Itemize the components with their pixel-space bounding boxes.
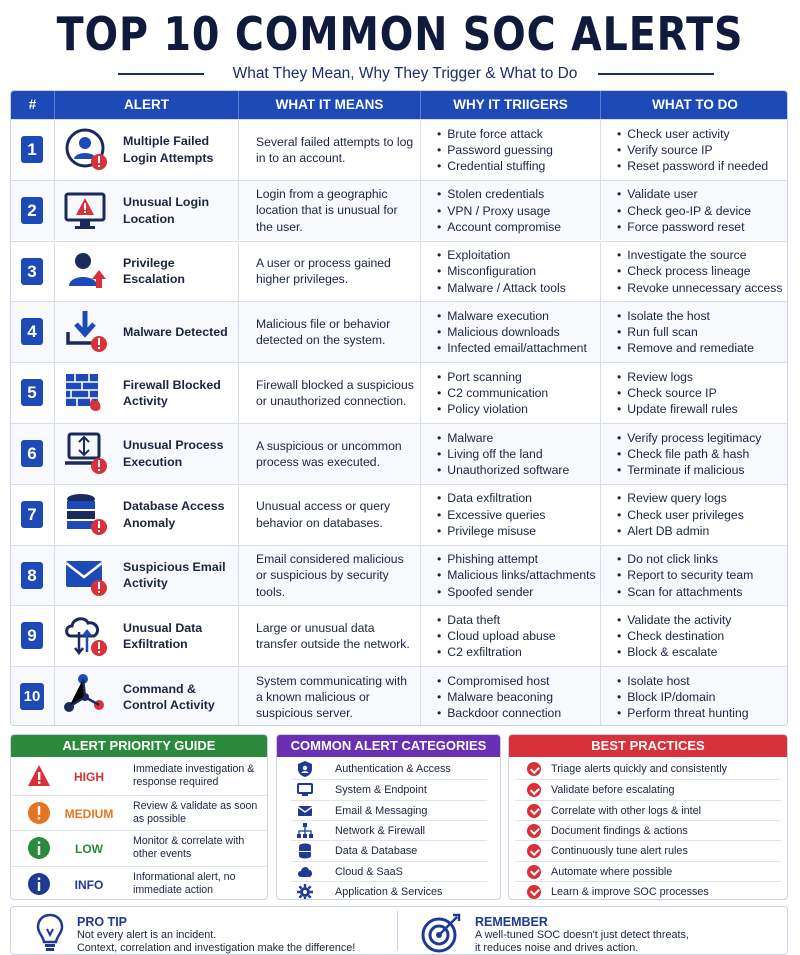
category-label: System & Endpoint (335, 784, 427, 797)
number-cell (11, 606, 55, 666)
number-cell (11, 485, 55, 545)
trigger-list (437, 424, 569, 484)
number-cell (11, 667, 55, 726)
action-item: • Check user activity (617, 126, 768, 142)
action-item: • Isolate the host (617, 308, 754, 324)
table-row (11, 666, 787, 726)
priority-description: Informational alert, no immediate action (133, 870, 236, 896)
action-item: • Review logs (617, 369, 738, 385)
cloud-icon (297, 864, 313, 880)
why-cell (421, 363, 601, 423)
best-practice-row (515, 820, 781, 840)
action-item: • Alert DB admin (617, 523, 744, 539)
todo-cell (601, 363, 788, 423)
action-item: • Check file path & hash (617, 446, 761, 462)
best-practice-label: Validate before escalating (551, 784, 675, 797)
alert-number: 5 (21, 379, 43, 406)
number-cell (11, 546, 55, 606)
alert-meaning: System communicating with a known malicious or suspicious server. (256, 673, 408, 721)
alert-cell (55, 302, 239, 362)
todo-cell (601, 120, 788, 180)
action-item: • Check user privileges (617, 507, 744, 523)
alert-number: 1 (21, 136, 43, 163)
alert-name: Unusual Process Execution (123, 438, 224, 469)
alert-name: Database Access Anomaly (123, 499, 225, 530)
trigger-item: • Data theft (437, 612, 556, 628)
category-label: Email & Messaging (335, 804, 428, 817)
best-practice-row (515, 861, 781, 881)
alert-categories-panel (276, 734, 501, 900)
why-cell (421, 606, 601, 666)
why-cell (421, 242, 601, 302)
alert-cell (55, 667, 239, 726)
trigger-item: • Stolen credentials (437, 186, 561, 202)
trigger-item: • Malware execution (437, 308, 587, 324)
alert-name: Unusual Login Location (123, 195, 210, 226)
alert-cell (55, 363, 239, 423)
category-row (291, 881, 487, 900)
check-circle-icon (527, 865, 541, 879)
trigger-list (437, 181, 561, 241)
priority-guide-title: ALERT PRIORITY GUIDE (11, 735, 267, 757)
trigger-item: • Cloud upload abuse (437, 628, 556, 644)
best-practice-row (515, 779, 781, 799)
trigger-item: • Policy violation (437, 401, 548, 417)
info-circle-icon (27, 872, 51, 896)
category-label: Application & Services (335, 885, 443, 898)
alert-name: Command & Control Activity (123, 681, 215, 713)
check-circle-icon (527, 783, 541, 797)
alert-name: Malware Detected (123, 324, 228, 339)
alert-number: 4 (21, 318, 43, 345)
remember-title: REMEMBER (475, 915, 548, 929)
action-item: • Terminate if malicious (617, 462, 761, 478)
alert-meaning: Large or unusual data transfer outside the network. (256, 620, 410, 652)
alert-meaning: A suspicious or uncommon process was executed. (256, 438, 402, 469)
trigger-item: • Account compromise (437, 219, 561, 235)
number-cell (11, 242, 55, 302)
best-practice-label: Learn & improve SOC processes (551, 885, 709, 898)
category-label: Data & Database (335, 845, 418, 858)
category-label: Network & Firewall (335, 824, 425, 837)
check-circle-icon (527, 762, 541, 776)
alert-name: Unusual Data Exfiltration (123, 620, 203, 652)
action-item: • Report to security team (617, 567, 753, 583)
column-header-alert: ALERT (55, 91, 239, 119)
trigger-list (437, 120, 553, 180)
action-item: • Review query logs (617, 490, 744, 506)
table-row (11, 484, 787, 545)
why-cell (421, 424, 601, 484)
why-cell (421, 667, 601, 726)
firewall-icon (63, 369, 109, 415)
action-list (617, 606, 731, 666)
trigger-item: • Spoofed sender (437, 584, 596, 600)
alert-number: 8 (21, 562, 43, 589)
alert-cell (55, 424, 239, 484)
best-practice-label: Triage alerts quickly and consistently (551, 763, 728, 775)
means-cell (239, 242, 421, 302)
means-cell (239, 424, 421, 484)
priority-row (11, 830, 267, 865)
table-row (11, 362, 787, 423)
user-alert-icon (63, 126, 109, 172)
trigger-item: • Living off the land (437, 446, 569, 462)
check-circle-icon (527, 804, 541, 818)
action-item: • Validate user (617, 186, 751, 202)
todo-cell (601, 302, 788, 362)
best-practices-title: BEST PRACTICES (509, 735, 787, 757)
trigger-list (437, 546, 596, 606)
column-header-why: WHY IT TRIIGERS (421, 91, 601, 119)
trigger-item: • Misconfiguration (437, 263, 566, 279)
action-item: • Reset password if needed (617, 158, 768, 174)
means-cell (239, 120, 421, 180)
trigger-item: • Data exfiltration (437, 490, 546, 506)
action-item: • Perform threat hunting (617, 705, 749, 721)
table-header (11, 91, 787, 119)
table-row (11, 119, 787, 180)
best-practice-label: Automate where possible (551, 865, 673, 878)
warning-triangle-icon (27, 764, 51, 788)
alert-cell (55, 485, 239, 545)
action-item: • Do not click links (617, 551, 753, 567)
alert-meaning: Email considered malicious or suspicious by security tools. (256, 551, 404, 599)
table-row (11, 605, 787, 666)
table-row (11, 423, 787, 484)
alerts-table (10, 90, 788, 726)
category-label: Authentication & Access (335, 763, 451, 775)
alert-cell (55, 606, 239, 666)
alert-number: 10 (20, 683, 44, 710)
trigger-item: • Privilege misuse (437, 523, 546, 539)
trigger-item: • Unauthorized software (437, 462, 569, 478)
trigger-item: • Credential stuffing (437, 158, 553, 174)
priority-row (11, 759, 267, 794)
network-node-icon (63, 673, 109, 719)
envelope-alert-icon (63, 552, 109, 598)
pro-tip-line1: Not every alert is an incident. (77, 929, 217, 941)
column-header-todo: WHAT TO DO (652, 97, 738, 112)
table-row (11, 241, 787, 302)
trigger-item: • C2 communication (437, 385, 548, 401)
means-cell (239, 606, 421, 666)
number-cell (11, 181, 55, 241)
page-title: TOP 10 COMMON SOC ALERTS (56, 7, 744, 61)
column-header-means: WHAT IT MEANS (239, 91, 421, 119)
trigger-item: • Port scanning (437, 369, 548, 385)
trigger-item: • Brute force attack (437, 126, 553, 142)
action-item: • Block IP/domain (617, 689, 749, 705)
priority-row (11, 866, 267, 901)
alert-categories-title: COMMON ALERT CATEGORIES (277, 735, 500, 757)
alert-cell (55, 120, 239, 180)
action-list (617, 120, 768, 180)
trigger-item: • Infected email/attachment (437, 340, 587, 356)
laptop-process-icon (63, 430, 109, 476)
trigger-item: • Malware beaconing (437, 689, 561, 705)
action-item: • Revoke unnecessary access (617, 280, 782, 296)
check-circle-icon (527, 824, 541, 838)
action-item: • Verify source IP (617, 142, 768, 158)
action-item: • Check process lineage (617, 263, 782, 279)
means-cell (239, 546, 421, 606)
database-alert-icon (63, 491, 109, 537)
user-up-arrow-icon (63, 248, 109, 294)
alert-meaning: Firewall blocked a suspicious or unauthorized connection. (256, 377, 414, 409)
monitor-icon (297, 782, 313, 798)
trigger-item: • Malware / Attack tools (437, 280, 566, 296)
check-circle-icon (527, 885, 541, 899)
remember-line1: A well-tuned SOC doesn't just detect threats, (475, 929, 689, 941)
todo-cell (601, 181, 788, 241)
priority-label: HIGH (74, 770, 104, 784)
why-cell (421, 120, 601, 180)
trigger-item: • VPN / Proxy usage (437, 203, 561, 219)
action-item: • Check destination (617, 628, 731, 644)
category-row (291, 861, 487, 881)
alert-number: 9 (21, 622, 43, 649)
trigger-list (437, 363, 548, 423)
why-cell (421, 181, 601, 241)
means-cell (239, 485, 421, 545)
pro-tip-title: PRO TIP (77, 915, 128, 929)
page-subtitle: What They Mean, Why They Trigger & What to Do (232, 65, 578, 82)
alert-meaning: Several failed attempts to log in to an account. (256, 134, 414, 165)
action-item: • Investigate the source (617, 247, 782, 263)
alert-number: 6 (21, 440, 43, 467)
best-practice-label: Continuously tune alert rules (551, 845, 688, 858)
action-item: • Remove and remediate (617, 340, 754, 356)
download-alert-icon (63, 308, 109, 354)
action-list (617, 181, 751, 241)
trigger-item: • Malware (437, 430, 569, 446)
alert-meaning: A user or process gained higher privileges. (256, 256, 391, 287)
number-cell (11, 424, 55, 484)
footer-banner (10, 906, 788, 955)
category-row (291, 779, 487, 799)
trigger-item: • Excessive queries (437, 507, 546, 523)
best-practice-row (515, 759, 781, 779)
exclamation-circle-icon (27, 801, 51, 825)
todo-cell (601, 606, 788, 666)
trigger-item: • Phishing attempt (437, 551, 596, 567)
footer-divider (397, 911, 398, 951)
todo-cell (601, 242, 788, 302)
best-practice-label: Correlate with other logs & intel (551, 804, 702, 817)
target-icon (419, 913, 463, 953)
alert-cell (55, 546, 239, 606)
best-practice-row (515, 800, 781, 820)
divider-left (118, 73, 204, 75)
trigger-list (437, 302, 587, 362)
trigger-list (437, 242, 566, 302)
action-item: • Isolate host (617, 673, 749, 689)
means-cell (239, 667, 421, 726)
alert-cell (55, 181, 239, 241)
action-list (617, 546, 753, 606)
gear-icon (297, 884, 313, 900)
action-list (617, 302, 754, 362)
alert-name: Privilege Escalation (123, 255, 185, 287)
cloud-transfer-icon (63, 612, 109, 658)
priority-row (11, 795, 267, 830)
table-row (11, 545, 787, 606)
trigger-list (437, 485, 546, 545)
alert-name: Multiple Failed Login Attempts (123, 134, 214, 165)
database-icon (297, 843, 313, 859)
action-list (617, 242, 782, 302)
shield-user-icon (297, 761, 313, 777)
pro-tip-line2: Context, correlation and investigation make the difference! (77, 942, 356, 954)
action-item: • Scan for attachments (617, 584, 753, 600)
priority-description: Review & validate as soon as possible (133, 799, 258, 825)
trigger-item: • Malicious links/attachments (437, 567, 596, 583)
number-cell (11, 302, 55, 362)
trigger-list (437, 606, 556, 666)
lightbulb-icon (35, 913, 65, 953)
trigger-item: • Malicious downloads (437, 324, 587, 340)
trigger-item: • Exploitation (437, 247, 566, 263)
action-item: • Check geo-IP & device (617, 203, 751, 219)
todo-cell (601, 485, 788, 545)
alert-meaning: Malicious file or behavior detected on the system. (256, 316, 391, 348)
action-item: • Run full scan (617, 324, 754, 340)
todo-cell (601, 424, 788, 484)
action-list (617, 667, 749, 726)
category-label: Cloud & SaaS (335, 865, 403, 878)
alert-meaning: Login from a geographic location that is unusual for the user. (256, 187, 398, 234)
alert-number: 2 (21, 197, 43, 224)
table-row (11, 301, 787, 362)
alert-cell (55, 242, 239, 302)
best-practice-row (515, 840, 781, 860)
todo-cell (601, 667, 788, 726)
means-cell (239, 181, 421, 241)
trigger-item: • Password guessing (437, 142, 553, 158)
monitor-warning-icon (63, 187, 109, 233)
action-list (617, 424, 761, 484)
action-list (617, 485, 744, 545)
priority-label: INFO (74, 877, 104, 892)
action-item: • Force password reset (617, 219, 751, 235)
info-circle-icon (27, 836, 51, 860)
why-cell (421, 485, 601, 545)
envelope-icon (297, 803, 313, 819)
why-cell (421, 302, 601, 362)
action-item: • Check source IP (617, 385, 738, 401)
action-list (617, 363, 738, 423)
action-item: • Verify process legitimacy (617, 430, 761, 446)
network-icon (297, 823, 313, 839)
subtitle-bar (118, 62, 714, 86)
best-practices-panel (508, 734, 788, 900)
action-item: • Update firewall rules (617, 401, 738, 417)
alert-name: Firewall Blocked Activity (123, 377, 221, 409)
alert-number: 7 (21, 501, 43, 528)
alert-name: Suspicious Email Activity (123, 559, 226, 591)
means-cell (239, 302, 421, 362)
trigger-item: • Compromised host (437, 673, 561, 689)
priority-label: MEDIUM (64, 806, 114, 821)
category-row (291, 840, 487, 860)
category-row (291, 800, 487, 820)
column-header-number: # (11, 91, 55, 119)
priority-guide-panel (10, 734, 268, 900)
todo-cell (601, 546, 788, 606)
means-cell (239, 363, 421, 423)
why-cell (421, 546, 601, 606)
table-row (11, 180, 787, 241)
trigger-list (437, 667, 561, 726)
check-circle-icon (527, 844, 541, 858)
category-row (291, 820, 487, 840)
remember-line2: it reduces noise and drives action. (475, 942, 639, 954)
trigger-item: • C2 exfiltration (437, 644, 556, 660)
number-cell (11, 363, 55, 423)
best-practice-label: Document findings & actions (551, 824, 688, 837)
priority-description: Immediate investigation & response required (133, 763, 255, 788)
alert-number: 3 (21, 258, 43, 285)
priority-label: LOW (75, 842, 103, 856)
priority-description: Monitor & correlate with other events (133, 835, 245, 860)
alert-meaning: Unusual access or query behavior on databases. (256, 499, 391, 530)
category-row (291, 759, 487, 779)
number-cell (11, 120, 55, 180)
action-item: • Validate the activity (617, 612, 731, 628)
best-practice-row (515, 881, 781, 900)
divider-right (598, 73, 714, 75)
action-item: • Block & escalate (617, 644, 731, 660)
trigger-item: • Backdoor connection (437, 705, 561, 721)
